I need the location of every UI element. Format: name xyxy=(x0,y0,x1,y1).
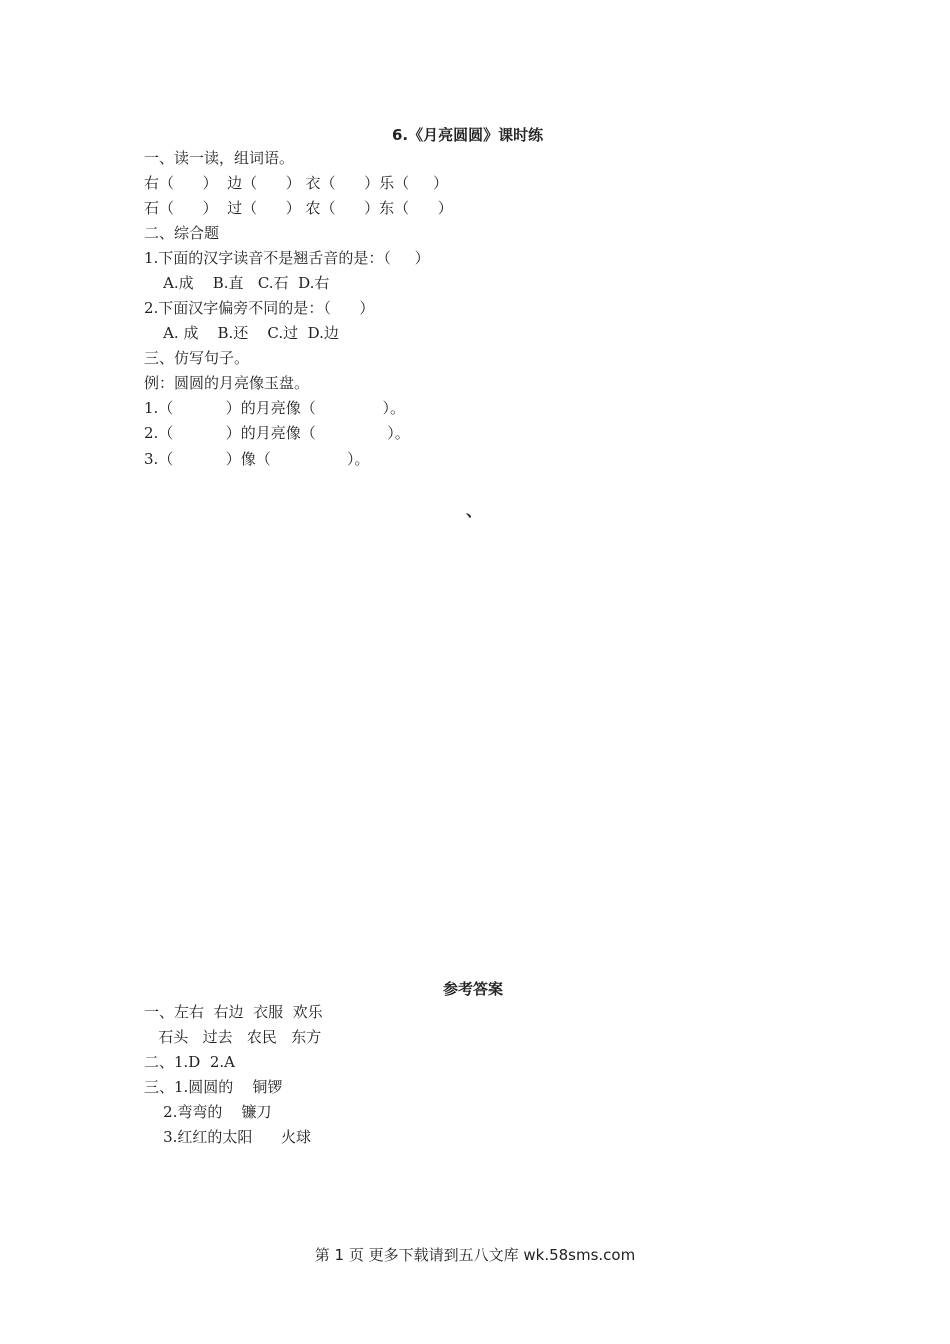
section-1-heading: 一、读一读，组词语。 xyxy=(144,149,295,167)
section-1-row-2: 石（ ） 过（ ） 农（ ）东（ ） xyxy=(144,199,453,217)
sentence-3: 3.（ ）像（ ）。 xyxy=(144,450,370,468)
stray-mark: 、 xyxy=(466,501,483,520)
answer-3-3: 3.红红的太阳 火球 xyxy=(144,1128,311,1146)
answer-3-1: 三、1.圆圆的 铜锣 xyxy=(144,1078,283,1096)
sentence-2: 2.（ ）的月亮像（ ）。 xyxy=(144,424,410,442)
section-1-row-1: 右（ ） 边（ ） 衣（ ）乐（ ） xyxy=(144,174,448,192)
page-footer: 第 1 页 更多下载请到五八文库 wk.58sms.com xyxy=(314,1246,636,1264)
question-2: 2.下面汉字偏旁不同的是：（ ） xyxy=(144,299,375,317)
question-1-options: A.成 B.直 C.石 D.右 xyxy=(144,274,330,292)
answers-title: 参考答案 xyxy=(443,980,504,998)
question-2-options: A. 成 B.还 C.过 D.边 xyxy=(144,324,339,342)
section-3-heading: 三、仿写句子。 xyxy=(144,349,250,367)
answer-1-row-1: 一、左右 右边 衣服 欢乐 xyxy=(144,1003,323,1021)
sentence-1: 1.（ ）的月亮像（ ）。 xyxy=(144,399,406,417)
exercise-title: 6.《月亮圆圆》课时练 xyxy=(392,126,544,144)
answer-3-2: 2.弯弯的 镰刀 xyxy=(144,1103,272,1121)
answer-1-row-2: 石头 过去 农民 东方 xyxy=(144,1028,322,1046)
section-2-heading: 二、综合题 xyxy=(144,224,220,242)
answer-2: 二、1.D 2.A xyxy=(144,1053,236,1071)
question-1: 1.下面的汉字读音不是翘舌音的是：（ ） xyxy=(144,249,430,267)
example-sentence: 例：圆圆的月亮像玉盘。 xyxy=(144,374,310,392)
